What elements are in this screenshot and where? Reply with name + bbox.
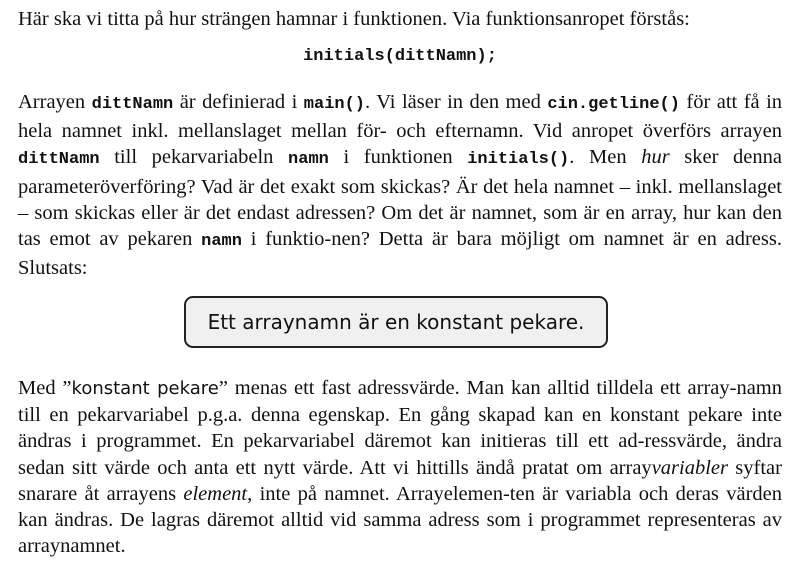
code-cin-getline: cin.getline() (547, 95, 680, 114)
text: . Vi läser in den med (365, 91, 548, 113)
text: är definierad i (173, 91, 304, 113)
code-dittnamn: dittNamn (91, 95, 174, 114)
code-namn: namn (288, 150, 329, 170)
text: ” menas ett fast adressvärde. Man kan alltid tilldela ett array-namn till en pekarvariabel p.g.a. denna egenskap. En gång skapad kan en konstant pekare inte ändras i programmet. En pekarvariabel däremot kan initieras till ett ad-ressvärde, ändra sedan sitt värde och anta ett nytt värde. Att vi hittills ändå pratat om array (18, 377, 782, 479)
text: i funktionen (328, 146, 468, 169)
code-main: main() (303, 95, 366, 114)
code-initials: initials() (467, 150, 570, 170)
intro-paragraph: Här ska vi titta på hur strängen hamnar i funktionen. Via funktionsanropet förstås: (18, 8, 690, 30)
constant-pointer-paragraph (18, 375, 782, 559)
emphasis-element: element (183, 482, 248, 505)
conclusion-box (184, 296, 608, 348)
text: , inte på namnet. Arrayelemen-ten är variabla och deras värden kan ändras. De lagras däremot alltid vid samma adress som i programmet representeras av arraynamnet. (18, 482, 782, 558)
term-konstant-pekare: konstant pekare (71, 378, 219, 399)
text: sker denna parameteröverföring? Vad är det exakt som skickas? Är det hela namnet – inkl. mellanslaget – som skickas eller är det endast adressen? Om det är namnet, som är en array, hur kan den tas emot av pekaren (18, 146, 783, 251)
text: Arrayen (18, 91, 92, 113)
code-dittnamn: dittNamn (18, 150, 100, 170)
text: syftar snarare åt arrayens (18, 456, 782, 505)
text: . Men (569, 146, 642, 169)
emphasis-variabler: variabler (651, 456, 728, 479)
text: för att få in hela namnet inkl. mellanslaget mellan för- och efternamn. Vid anropet överförs arrayen (18, 91, 783, 143)
text: Med ” (18, 377, 72, 399)
code-call-line: initials(dittNamn); (303, 47, 497, 66)
code-namn: namn (201, 232, 242, 252)
emphasis-hur: hur (641, 146, 670, 169)
explanation-paragraph (18, 89, 782, 281)
text: till pekarvariabeln (99, 146, 289, 169)
conclusion-text: Ett arraynamn är en konstant pekare. (207, 310, 585, 334)
text: i funktio-nen? Detta är bara möjligt om namnet är en adress. Slutsats: (18, 228, 782, 280)
